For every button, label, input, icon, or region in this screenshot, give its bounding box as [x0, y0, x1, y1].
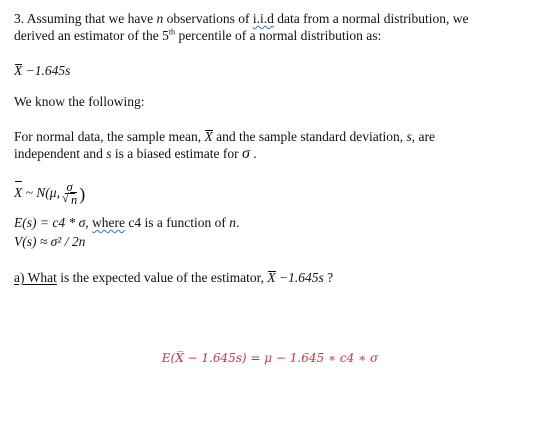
answer-text: E(X̅ − 1.645s) = μ − 1.645 ∗ c4 ∗ σ — [161, 351, 379, 365]
expected-s-text: . — [235, 215, 240, 230]
dist-text: ~ N(μ, — [22, 185, 60, 200]
question-text: percentile of a normal distribution as: — [175, 28, 382, 43]
normal-text: and the sample standard deviation, — [212, 129, 407, 144]
fraction-numerator: σ — [66, 180, 73, 195]
normal-text: . — [249, 146, 257, 161]
xbar-symbol: X — [14, 180, 22, 206]
expected-s-text: c4 is a function of — [125, 215, 230, 230]
var-s: s — [106, 146, 112, 161]
expected-s-formula: E(s) = c4 * σ, — [14, 215, 93, 230]
question-text: 3. Assuming that we have — [14, 11, 157, 26]
question-text: derived an estimator of the 5 — [14, 28, 169, 43]
know-heading — [14, 94, 145, 110]
xbar-symbol: X — [14, 63, 23, 78]
question-text: observations of — [163, 11, 253, 26]
part-a-question — [14, 270, 333, 286]
normal-text: is a biased estimate for — [111, 146, 242, 161]
estimator-rest: −1.645s — [22, 63, 71, 78]
part-a-text: ? — [323, 270, 334, 285]
answer-formula — [0, 351, 540, 365]
var-s: s — [406, 129, 412, 144]
part-a-text: is the expected value of the estimator, — [56, 270, 268, 285]
close-paren: ) — [79, 183, 86, 204]
var-n: n — [156, 11, 164, 26]
superscript-th: th — [168, 27, 176, 37]
fraction-denominator — [61, 194, 78, 206]
sigma-over-sqrt-n — [61, 181, 78, 206]
normal-text: For normal data, the sample mean, — [14, 129, 205, 144]
normal-line-2 — [14, 146, 257, 162]
question-text: data from a normal distribution, we — [273, 11, 469, 26]
xbar-symbol: X — [267, 270, 276, 285]
variance-s-line — [14, 234, 85, 250]
variance-s-formula: V(s) ≈ σ² / 2n — [14, 234, 86, 249]
iid-term: i.i.d — [252, 11, 274, 26]
part-a-estimator: −1.645s — [275, 270, 324, 285]
estimator-formula — [14, 63, 70, 79]
expected-s-line — [14, 215, 239, 231]
xbar-symbol: X — [204, 129, 213, 144]
var-n: n — [229, 215, 236, 230]
normal-text: independent and — [14, 146, 107, 161]
question-line-2 — [14, 28, 381, 44]
sqrt-symbol — [62, 193, 77, 207]
xbar-distribution — [14, 180, 85, 208]
normal-line-1 — [14, 129, 435, 145]
sqrt-radicand: n — [70, 193, 78, 208]
part-a-label: a) What — [14, 270, 57, 285]
normal-text: , are — [411, 129, 436, 144]
sigma-symbol: σ — [241, 145, 250, 162]
know-text: We know the following: — [14, 94, 145, 109]
where-term: where — [92, 215, 125, 230]
question-line-1 — [14, 11, 468, 27]
